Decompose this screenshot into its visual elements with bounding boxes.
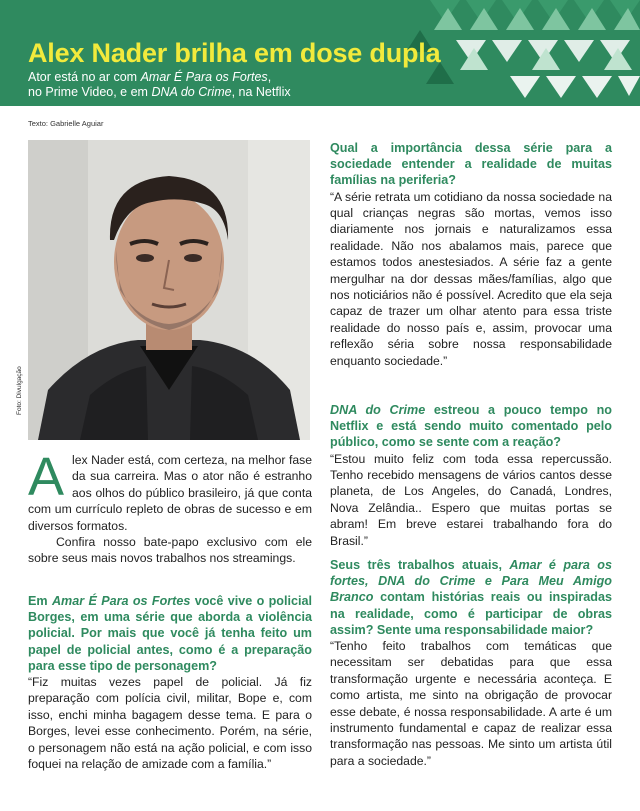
intro-column — [28, 447, 312, 567]
answer-4: “Tenho feito trabalhos com temáticas que necessitam ser debatidas para que essa transformação urgente e necessária aconteça. E como artista, me sinto na obrigação de provocar esse debate, é nossa responsabilidade. A arte é um instrumento fundamental e capaz de realizar essa transformação nas pessoas. Me sinto um artista útil para a sociedade.” — [330, 639, 612, 768]
article-subtitle: Ator está no ar com Amar É Para os Fortes, no Prime Video, e em DNA do Crime, na Netflix — [28, 70, 291, 99]
q4-block — [330, 557, 612, 769]
question-2: Qual a importância dessa série para a sociedade entender a realidade de muitas famílias na periferia? — [330, 141, 612, 188]
portrait-illustration — [28, 140, 310, 440]
intro-paragraph: Alex Nader está, com certeza, na melhor fase da sua carreira. Mas o ator não é estranho aos olhos do público brasileiro, já que conta com um currículo repleto de obras de sucesso e em diversos formatos. — [28, 447, 312, 533]
header-banner — [0, 0, 640, 106]
answer-3: “Estou muito feliz com toda essa repercussão. Tenho recebido mensagens de vários cantos desse planeta, de Los Angeles, do Canadá, Londres, Nova Zelândia.. Espero que muitas portas se abram! Em breve estarei trabalhando fora do Brasil.” — [330, 451, 612, 548]
q3-block — [330, 402, 612, 549]
article-title: Alex Nader brilha em dose dupla — [28, 38, 441, 68]
question-1: Em Amar É Para os Fortes você vive o policial Borges, em uma série que aborda a violência policial. Por mais que você já tenha feito um papel de policial antes, como é a preparação para esse tipo de personagem? — [28, 594, 312, 673]
question-3: DNA do Crime estreou a pouco tempo no Netflix e está sendo muito comentado pelo público, como se sente com a reação? — [330, 403, 612, 450]
author-credit: Texto: Gabrielle Aguiar — [28, 119, 104, 128]
q2-block — [330, 140, 612, 369]
q1-block — [28, 593, 312, 772]
answer-2: “A série retrata um cotidiano da nossa sociedade na qual crianças negras são mortas, vemos isso diariamente nos jornais e naturalizamos essa realidade. Não nos abalamos mais, parece que estamos todos anestesiados. A série faz a gente mergulhar na dor dessas mães/famílias, algo que nos noticiários não é possível. Acredito que ela seja capaz de trazer um olhar atento para essa triste realidade do nosso país e, assim, provocar uma reflexão séria sobre nossa responsabilidade enquanto sociedade.” — [330, 189, 612, 368]
portrait-photo — [28, 140, 310, 440]
photo-credit: Foto: Divulgação — [16, 366, 23, 415]
drop-cap: A — [28, 447, 65, 507]
question-4: Seus três trabalhos atuais, Amar é para os fortes, DNA do Crime e Para Meu Amigo Branco contam histórias reais ou inspiradas na realidade, como é participar de obras assim? Sente uma responsabilidade maior? — [330, 558, 613, 637]
intro-second-paragraph: Confira nosso bate-papo exclusivo com ele sobre seus mais novos trabalhos nos streamings. — [28, 535, 312, 566]
answer-1: “Fiz muitas vezes papel de policial. Já fiz preparação com polícia civil, militar, Bope e, com isso, enchi minha bagagem desse tema. E para o Borges, levei esse conhecimento. Porém, na série, o personagem não está na ação policial, e com isso foquei na relação de amizade com a família.” — [28, 675, 312, 772]
